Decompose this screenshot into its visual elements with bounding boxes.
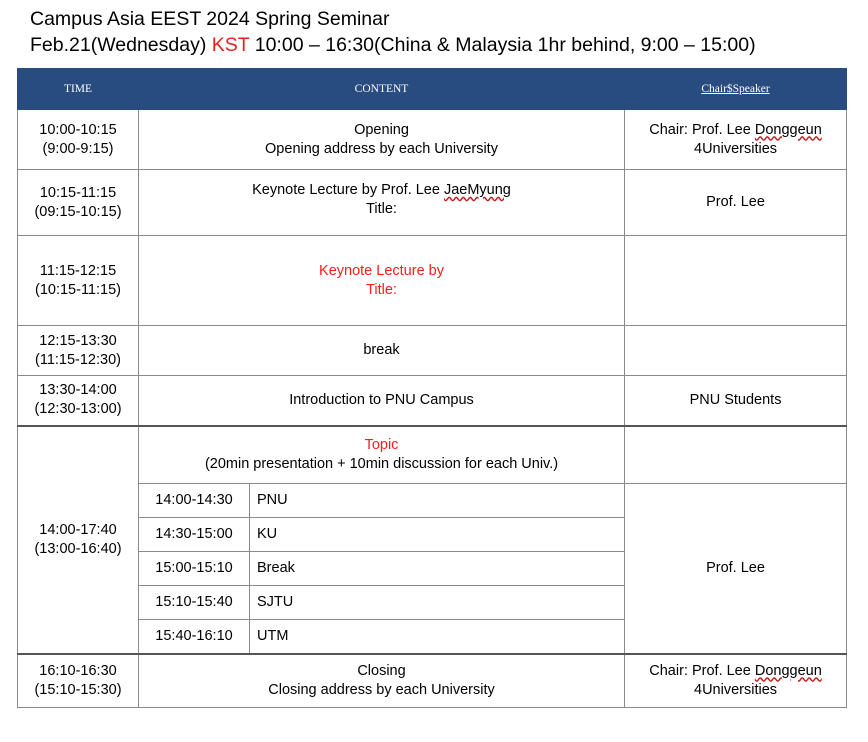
content-detail: Opening address by each University bbox=[265, 140, 498, 157]
table-row bbox=[18, 236, 847, 326]
chair-cell bbox=[625, 110, 847, 170]
session-name: SJTU bbox=[250, 586, 625, 620]
chair-cell: Prof. Lee bbox=[625, 484, 847, 654]
date-text: Feb.21(Wednesday) bbox=[30, 34, 212, 56]
table-row bbox=[18, 326, 847, 376]
content-title: Keynote Lecture by bbox=[319, 262, 444, 279]
time-cn: (15:10-15:30) bbox=[34, 681, 122, 698]
chair-prefix: Chair: Prof. Lee bbox=[649, 121, 755, 138]
time-cell bbox=[18, 426, 139, 654]
content-cell bbox=[139, 236, 625, 326]
time-cell bbox=[18, 654, 139, 708]
session-name: KU bbox=[250, 518, 625, 552]
table-row bbox=[18, 170, 847, 236]
time-kst: 10:00-10:15 bbox=[39, 121, 117, 138]
chair-cell bbox=[625, 326, 847, 376]
session-time: 15:00-15:10 bbox=[139, 552, 250, 586]
table-header-row bbox=[18, 69, 847, 110]
table-row bbox=[18, 654, 847, 708]
time-cn: (13:00-16:40) bbox=[34, 540, 122, 557]
time-cn: (10:15-11:15) bbox=[35, 281, 121, 298]
time-kst: 13:30-14:00 bbox=[39, 382, 117, 399]
content-detail: (20min presentation + 10min discussion for each Univ.) bbox=[204, 455, 559, 472]
header-chair bbox=[625, 69, 847, 110]
chair-cell: PNU Students bbox=[625, 376, 847, 426]
session-time: 15:10-15:40 bbox=[139, 586, 250, 620]
time-range-text: 10:00 – 16:30(China & Malaysia 1hr behind, 9:00 – 15:00) bbox=[249, 34, 756, 56]
chair-detail: 4Universities bbox=[694, 140, 778, 157]
page-title: Campus Asia EEST 2024 Spring Seminar bbox=[30, 8, 390, 30]
content-detail: Title: bbox=[366, 201, 397, 217]
time-cn: (11:15-12:30) bbox=[35, 351, 121, 368]
chair-cell-empty bbox=[625, 426, 847, 484]
chair-cell bbox=[625, 654, 847, 708]
content-title: Opening bbox=[354, 121, 409, 138]
speaker-name: JaeMyung bbox=[443, 182, 511, 198]
header-time: TIME bbox=[18, 69, 139, 110]
content-title-prefix: Keynote Lecture by Prof. Lee bbox=[252, 182, 444, 198]
time-kst: 11:15-12:15 bbox=[39, 262, 117, 279]
time-cn: (12:30-13:00) bbox=[34, 401, 122, 418]
chair-cell bbox=[625, 236, 847, 326]
page-subtitle bbox=[30, 34, 756, 57]
session-time: 14:00-14:30 bbox=[139, 484, 250, 518]
time-kst: 14:00-17:40 bbox=[39, 521, 117, 538]
header-chair-label: Chair$Speaker bbox=[701, 82, 770, 95]
time-kst: 16:10-16:30 bbox=[39, 662, 117, 679]
table-row bbox=[18, 110, 847, 170]
session-name: Break bbox=[250, 552, 625, 586]
chair-name: Donggeun bbox=[754, 121, 822, 138]
content-cell bbox=[139, 654, 625, 708]
chair-prefix: Chair: Prof. Lee bbox=[649, 662, 755, 679]
content-cell bbox=[139, 426, 625, 484]
time-kst: 10:15-11:15 bbox=[39, 184, 117, 201]
timezone-label: KST bbox=[211, 34, 250, 56]
session-name: PNU bbox=[250, 484, 625, 518]
chair-cell: Prof. Lee bbox=[625, 170, 847, 236]
header-content: CONTENT bbox=[139, 69, 625, 110]
content-title: Topic bbox=[364, 436, 399, 453]
content-cell bbox=[139, 110, 625, 170]
session-name: UTM bbox=[250, 620, 625, 654]
time-cn: (9:00-9:15) bbox=[42, 140, 114, 157]
table-row bbox=[18, 376, 847, 426]
content-cell: break bbox=[139, 326, 625, 376]
content-title: Closing bbox=[357, 662, 406, 679]
table-row bbox=[18, 426, 847, 484]
session-time: 15:40-16:10 bbox=[139, 620, 250, 654]
content-detail: Title: bbox=[366, 281, 397, 298]
content-cell bbox=[139, 170, 625, 236]
time-cell bbox=[18, 236, 139, 326]
session-time: 14:30-15:00 bbox=[139, 518, 250, 552]
schedule-table bbox=[17, 68, 847, 708]
session-row bbox=[18, 484, 847, 518]
time-cell bbox=[18, 170, 139, 236]
chair-name: Donggeun bbox=[754, 662, 822, 679]
time-kst: 12:15-13:30 bbox=[39, 332, 117, 349]
time-cn: (09:15-10:15) bbox=[34, 203, 122, 220]
time-cell bbox=[18, 326, 139, 376]
chair-detail: 4Universities bbox=[694, 681, 778, 698]
time-cell bbox=[18, 110, 139, 170]
time-cell bbox=[18, 376, 139, 426]
content-detail: Closing address by each University bbox=[268, 681, 495, 698]
content-cell: Introduction to PNU Campus bbox=[139, 376, 625, 426]
